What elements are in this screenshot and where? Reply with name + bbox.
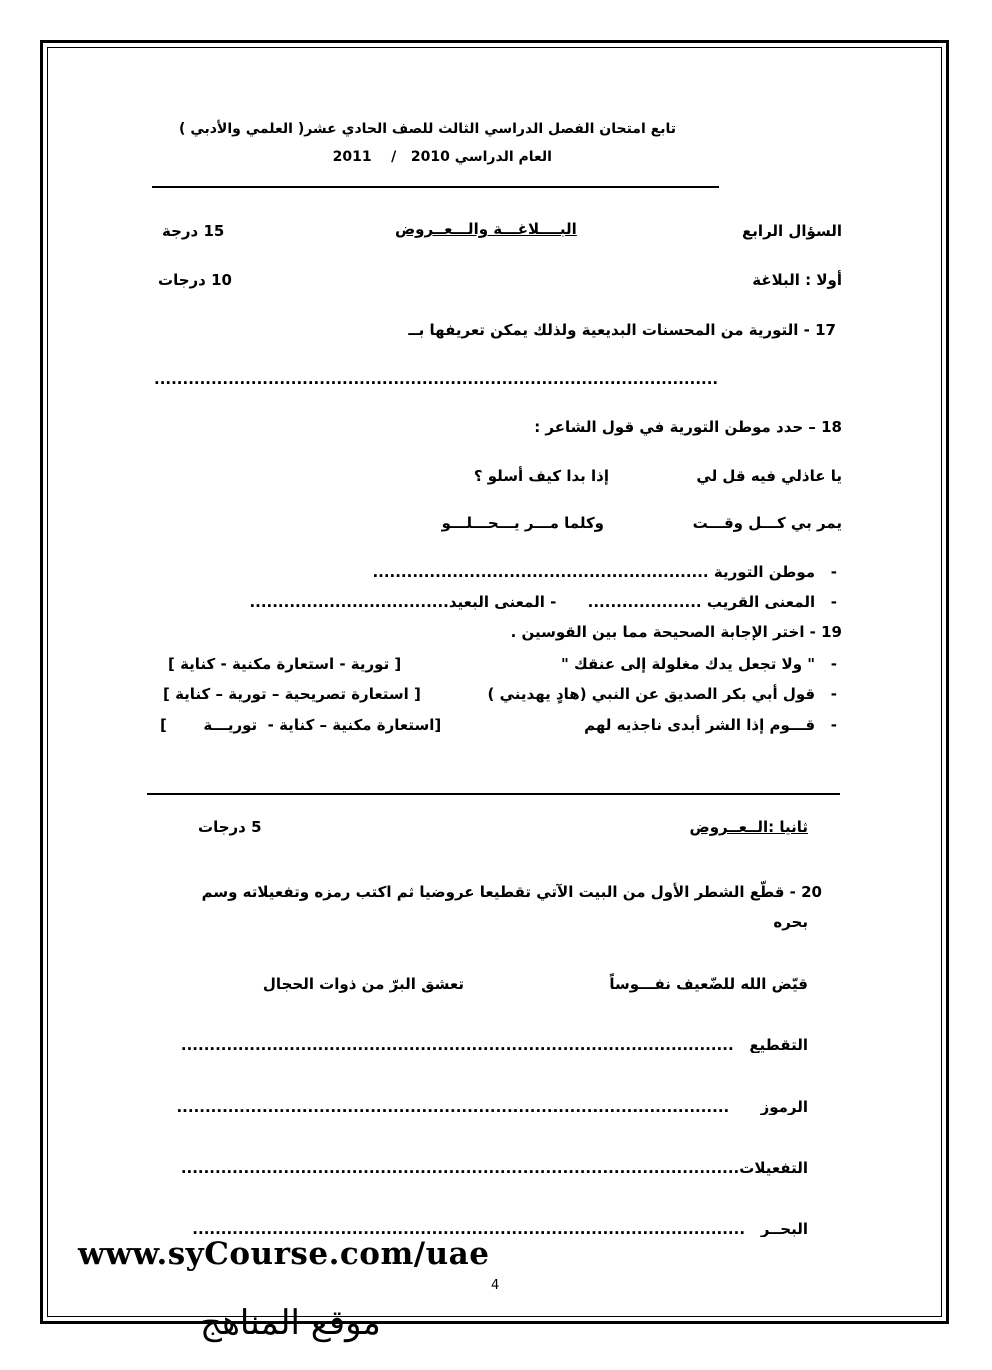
q19-item-2-text: قول أبي بكر الصديق عن النبي (هادٍ يهديني ) (487, 685, 816, 703)
q18-text: 18 – حدد موطن التورية في قول الشاعر : (534, 418, 842, 436)
location-answer-line[interactable]: ........................................................... (372, 563, 709, 581)
q19-item-3 (584, 718, 837, 733)
near-meaning-label: المعنى القريب (706, 593, 816, 611)
part2-marks: 5 درجات (198, 818, 262, 836)
q20-verse-left: تعشق البرّ من ذوات الحجال (262, 975, 464, 993)
year-to: 2011 (332, 149, 372, 165)
q4-label: السؤال الرابع (742, 222, 842, 240)
q18-item-meanings (249, 595, 837, 610)
year-separator: / (391, 149, 397, 165)
q17-text: 17 - التورية من المحسنات البديعية ولذلك يمكن تعريفها بــ (408, 321, 836, 339)
academic-year (322, 150, 552, 164)
q20-field-symbols (152, 1100, 808, 1115)
q20-field-meter (152, 1222, 808, 1237)
q19-item-1-text: " ولا تجعل يدك مغلولة إلى عنقك " (560, 655, 816, 673)
watermark-url[interactable]: www.syCourse.com/uae (78, 1236, 490, 1272)
feet-answer-line[interactable]: .................................................................................................. (180, 1161, 740, 1176)
q20-field-scansion (152, 1038, 808, 1053)
meter-answer-line[interactable]: ................................................................................................. (192, 1222, 746, 1237)
watermark-arabic: موقع المناهج (200, 1303, 381, 1343)
scansion-answer-line[interactable]: ................................................................................................. (180, 1038, 734, 1053)
year-from: 2010 (410, 149, 450, 165)
section-rule (147, 793, 840, 795)
near-meaning-answer-line[interactable]: .................... (587, 593, 702, 611)
meter-label: البحــر (760, 1222, 808, 1237)
q4-title: البــــلاغـــة والـــعــروض (395, 220, 577, 238)
header-rule (152, 186, 719, 188)
q19-item-2-options[interactable]: [ استعارة تصريحية – تورية – كناية ] (163, 685, 421, 703)
q18-item-location (372, 565, 837, 580)
bullet: - (830, 716, 837, 734)
q20-text-line2: بحره (773, 913, 808, 931)
part1-label: أولا : البلاغة (752, 271, 842, 289)
q18-verse2-left: وكلما مـــر يـــحـــلـــو (441, 514, 604, 532)
bullet: - (830, 655, 837, 673)
q20-text-line1: 20 - قطّع الشطر الأول من البيت الآتي تقطيعا عروضيا ثم اكتب رمزه وتفعيلاته وسم (201, 883, 822, 901)
far-meaning-label: - المعنى البعيد (448, 593, 557, 611)
q19-item-1-options[interactable]: [ تورية - استعارة مكنية - كناية ] (168, 655, 402, 673)
q19-text: 19 - اختر الإجابة الصحيحة مما بين القوسين . (510, 623, 842, 641)
exam-header-title: تابع امتحان الفصل الدراسي الثالث للصف الحادي عشر( العلمي والأدبي ) (179, 121, 676, 137)
q4-marks: 15 درجة (162, 222, 225, 240)
page-number: 4 (491, 1278, 500, 1293)
bullet: - (830, 685, 837, 703)
far-meaning-answer-line[interactable]: ................................... (249, 593, 449, 611)
q20-field-feet (152, 1161, 808, 1176)
symbols-label: الرموز (760, 1100, 808, 1115)
q19-item-1 (561, 657, 837, 672)
bullet: - (830, 563, 837, 581)
q20-verse-right: قيّض الله للضّعيف نفـــوساً (609, 975, 808, 993)
year-label: العام الدراسي (454, 149, 552, 165)
feet-label: التفعيلات (739, 1161, 808, 1176)
symbols-answer-line[interactable]: ................................................................................................. (176, 1100, 730, 1115)
q18-verse1-left: إذا بدا كيف أسلو ؟ (473, 467, 609, 485)
q18-verse1-right: يا عاذلي فيه قل لي (696, 467, 842, 485)
q17-answer-line[interactable]: ................................................................................................... (154, 372, 719, 387)
location-label: موطن التورية (713, 563, 816, 581)
q19-item-3-options[interactable]: [استعارة مكنية – كناية - توريـــة ] (160, 716, 442, 734)
part2-label: ثانيا :الــعــروض (689, 818, 808, 836)
q18-verse2-right: يمر بي كـــل وقـــت (692, 514, 842, 532)
part1-marks: 10 درجات (158, 271, 232, 289)
q19-item-3-text: قـــوم إذا الشر أبدى ناجذيه لهم (584, 716, 816, 734)
q19-item-2 (488, 687, 837, 702)
scansion-label: التقطيع (749, 1038, 808, 1053)
bullet: - (830, 593, 837, 611)
